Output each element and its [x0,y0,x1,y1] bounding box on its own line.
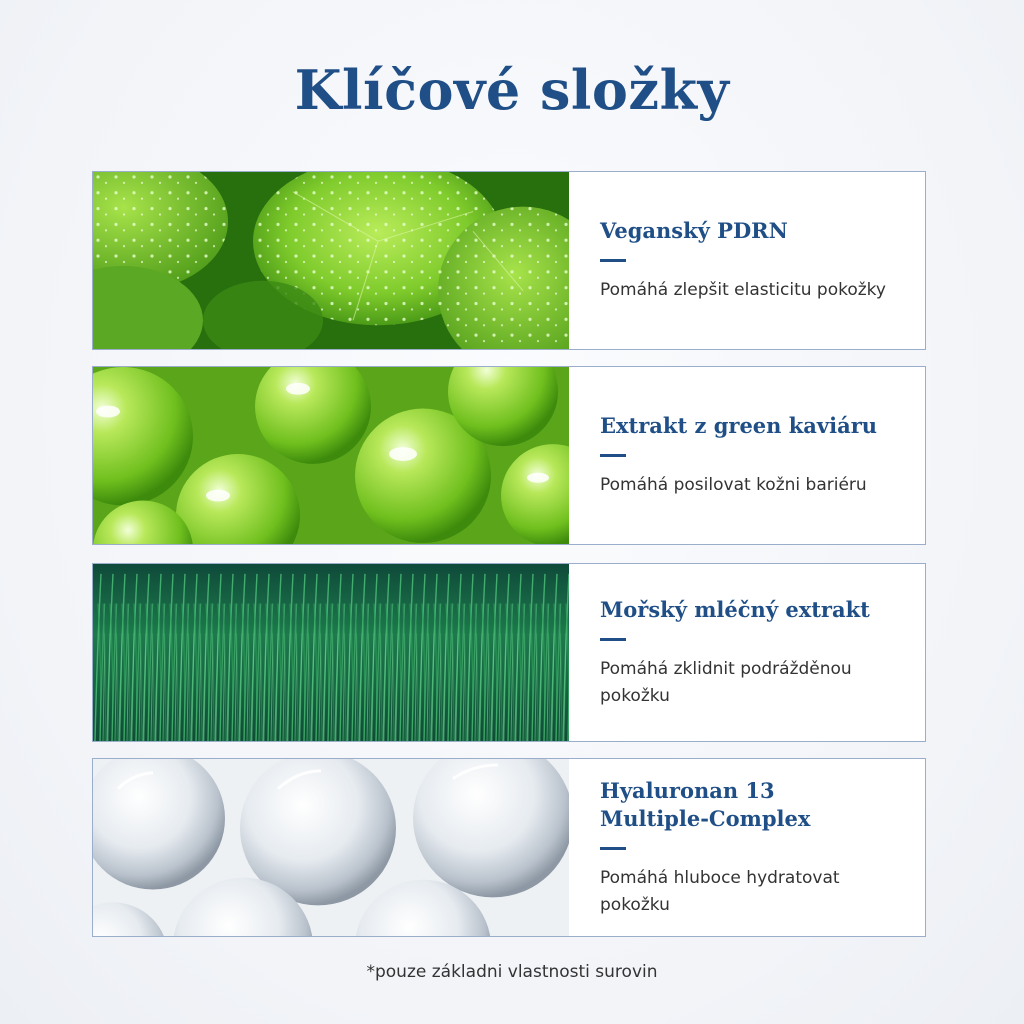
ingredient-description: Pomáhá hluboce hydratovat pokožku [600,867,840,915]
ingredient-name: Veganský PDRN [600,218,788,243]
divider [600,259,626,262]
divider [600,454,626,457]
ingredient-info [569,759,925,936]
ingredient-name: Mořský mléčný extrakt [600,596,870,622]
ingredient-card-hyaluronan [92,758,926,937]
page-title: Klíčové složky [294,58,730,122]
ingredient-card-sea-milk [92,563,926,742]
green-caviar-icon [93,367,569,544]
ingredient-card-vegan-pdrn [92,171,926,350]
ingredient-name: Extrakt z green kaviáru [600,413,878,438]
ingredient-description: Pomáhá zklidnit podrážděnou pokožku [600,658,852,706]
divider [600,638,626,641]
ingredient-info [569,564,925,741]
ingredient-info [569,172,925,349]
ingredient-description: Pomáhá zlepšit elasticitu pokožky [600,280,886,300]
green-leaves-icon [93,172,569,349]
ingredient-info [569,367,925,544]
water-bubbles-icon [93,759,569,936]
ingredient-name: Hyaluronan 13 Multiple-Complex [600,777,811,831]
ingredient-description: Pomáhá posilovat kožni bariéru [600,475,867,495]
divider [600,847,626,850]
sea-grass-icon [93,564,569,741]
footnote: *pouze základni vlastnosti surovin [366,962,658,982]
ingredient-card-green-caviar [92,366,926,545]
